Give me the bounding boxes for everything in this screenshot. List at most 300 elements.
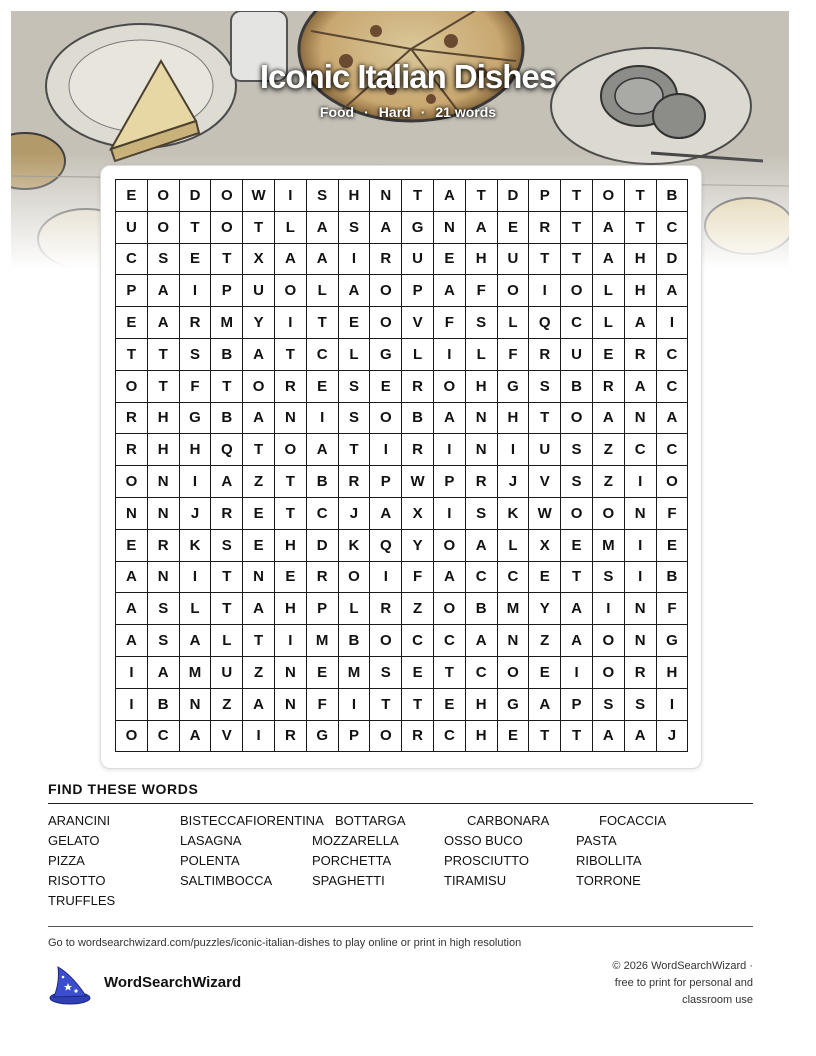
grid-cell[interactable]: O (243, 370, 275, 402)
grid-cell[interactable]: A (433, 275, 465, 307)
grid-cell[interactable]: R (370, 593, 402, 625)
grid-cell[interactable]: O (370, 307, 402, 339)
grid-cell[interactable]: A (624, 307, 656, 339)
grid-cell[interactable]: L (179, 593, 211, 625)
grid-cell[interactable]: O (561, 497, 593, 529)
grid-cell[interactable]: A (116, 625, 148, 657)
grid-cell[interactable]: E (116, 307, 148, 339)
grid-cell[interactable]: C (656, 434, 688, 466)
grid-cell[interactable]: T (211, 593, 243, 625)
grid-cell[interactable]: S (306, 180, 338, 212)
grid-cell[interactable]: O (116, 370, 148, 402)
grid-cell[interactable]: S (338, 211, 370, 243)
grid-cell[interactable]: N (465, 434, 497, 466)
grid-cell[interactable]: Z (402, 593, 434, 625)
grid-cell[interactable]: Q (370, 529, 402, 561)
grid-cell[interactable]: A (306, 434, 338, 466)
grid-cell[interactable]: A (116, 561, 148, 593)
grid-cell[interactable]: A (243, 593, 275, 625)
grid-cell[interactable]: S (147, 625, 179, 657)
grid-cell[interactable]: M (497, 593, 529, 625)
grid-cell[interactable]: I (433, 338, 465, 370)
grid-cell[interactable]: G (179, 402, 211, 434)
grid-cell[interactable]: X (529, 529, 561, 561)
grid-cell[interactable]: A (592, 243, 624, 275)
grid-cell[interactable]: T (338, 434, 370, 466)
grid-cell[interactable]: O (116, 720, 148, 752)
grid-cell[interactable]: H (465, 720, 497, 752)
grid-cell[interactable]: Z (592, 434, 624, 466)
grid-cell[interactable]: O (433, 593, 465, 625)
grid-cell[interactable]: D (306, 529, 338, 561)
grid-cell[interactable]: A (529, 688, 561, 720)
grid-cell[interactable]: T (211, 243, 243, 275)
grid-cell[interactable]: O (561, 402, 593, 434)
grid-cell[interactable]: R (179, 307, 211, 339)
grid-cell[interactable]: A (306, 243, 338, 275)
grid-cell[interactable]: E (656, 529, 688, 561)
grid-cell[interactable]: R (624, 338, 656, 370)
grid-cell[interactable]: I (116, 656, 148, 688)
grid-cell[interactable]: T (243, 434, 275, 466)
grid-cell[interactable]: O (338, 561, 370, 593)
grid-cell[interactable]: B (211, 338, 243, 370)
grid-cell[interactable]: J (338, 497, 370, 529)
grid-cell[interactable]: A (116, 593, 148, 625)
grid-cell[interactable]: A (338, 275, 370, 307)
grid-cell[interactable]: L (274, 211, 306, 243)
grid-cell[interactable]: A (147, 307, 179, 339)
grid-cell[interactable]: I (433, 434, 465, 466)
grid-cell[interactable]: V (529, 466, 561, 498)
grid-cell[interactable]: U (529, 434, 561, 466)
grid-cell[interactable]: N (116, 497, 148, 529)
grid-cell[interactable]: M (338, 656, 370, 688)
grid-cell[interactable]: E (338, 307, 370, 339)
grid-cell[interactable]: A (147, 275, 179, 307)
grid-cell[interactable]: O (211, 211, 243, 243)
grid-cell[interactable]: C (561, 307, 593, 339)
grid-cell[interactable]: F (433, 307, 465, 339)
grid-cell[interactable]: A (243, 402, 275, 434)
grid-cell[interactable]: S (624, 688, 656, 720)
grid-cell[interactable]: N (274, 402, 306, 434)
grid-cell[interactable]: O (592, 497, 624, 529)
grid-cell[interactable]: F (179, 370, 211, 402)
grid-cell[interactable]: B (465, 593, 497, 625)
grid-cell[interactable]: V (211, 720, 243, 752)
grid-cell[interactable]: U (402, 243, 434, 275)
grid-cell[interactable]: A (561, 593, 593, 625)
grid-cell[interactable]: H (179, 434, 211, 466)
grid-cell[interactable]: U (243, 275, 275, 307)
grid-cell[interactable]: I (497, 434, 529, 466)
grid-cell[interactable]: E (179, 243, 211, 275)
grid-cell[interactable]: R (147, 529, 179, 561)
grid-cell[interactable]: O (274, 275, 306, 307)
grid-cell[interactable]: O (147, 180, 179, 212)
grid-cell[interactable]: A (274, 243, 306, 275)
grid-cell[interactable]: A (179, 625, 211, 657)
grid-cell[interactable]: A (433, 561, 465, 593)
grid-cell[interactable]: L (338, 338, 370, 370)
grid-cell[interactable]: E (497, 211, 529, 243)
grid-cell[interactable]: O (116, 466, 148, 498)
grid-cell[interactable]: H (274, 593, 306, 625)
grid-cell[interactable]: N (147, 561, 179, 593)
grid-cell[interactable]: T (624, 211, 656, 243)
grid-cell[interactable]: I (624, 561, 656, 593)
grid-cell[interactable]: U (561, 338, 593, 370)
grid-cell[interactable]: I (370, 434, 402, 466)
grid-cell[interactable]: C (465, 656, 497, 688)
grid-cell[interactable]: B (656, 561, 688, 593)
grid-cell[interactable]: M (179, 656, 211, 688)
grid-cell[interactable]: T (402, 180, 434, 212)
grid-cell[interactable]: P (306, 593, 338, 625)
grid-cell[interactable]: I (529, 275, 561, 307)
grid-cell[interactable]: R (370, 243, 402, 275)
grid-cell[interactable]: O (433, 370, 465, 402)
grid-cell[interactable]: R (402, 370, 434, 402)
grid-cell[interactable]: T (624, 180, 656, 212)
grid-cell[interactable]: Y (529, 593, 561, 625)
grid-cell[interactable]: J (179, 497, 211, 529)
grid-cell[interactable]: T (529, 720, 561, 752)
grid-cell[interactable]: N (147, 466, 179, 498)
grid-cell[interactable]: E (402, 656, 434, 688)
grid-cell[interactable]: N (243, 561, 275, 593)
grid-cell[interactable]: T (211, 370, 243, 402)
grid-cell[interactable]: A (243, 338, 275, 370)
grid-cell[interactable]: T (561, 561, 593, 593)
grid-cell[interactable]: L (338, 593, 370, 625)
grid-cell[interactable]: L (306, 275, 338, 307)
grid-cell[interactable]: R (592, 370, 624, 402)
grid-cell[interactable]: T (561, 243, 593, 275)
grid-cell[interactable]: D (497, 180, 529, 212)
grid-cell[interactable]: T (465, 180, 497, 212)
grid-cell[interactable]: L (497, 529, 529, 561)
grid-cell[interactable]: K (179, 529, 211, 561)
grid-cell[interactable]: L (592, 307, 624, 339)
grid-cell[interactable]: E (274, 561, 306, 593)
grid-cell[interactable]: H (497, 402, 529, 434)
grid-cell[interactable]: H (465, 370, 497, 402)
grid-cell[interactable]: E (116, 529, 148, 561)
grid-cell[interactable]: Z (211, 688, 243, 720)
grid-cell[interactable]: R (529, 338, 561, 370)
grid-cell[interactable]: E (529, 561, 561, 593)
grid-cell[interactable]: C (497, 561, 529, 593)
grid-cell[interactable]: A (370, 211, 402, 243)
grid-cell[interactable]: O (497, 656, 529, 688)
grid-cell[interactable]: T (147, 338, 179, 370)
grid-cell[interactable]: P (370, 466, 402, 498)
grid-cell[interactable]: I (274, 180, 306, 212)
grid-cell[interactable]: T (211, 561, 243, 593)
grid-cell[interactable]: A (306, 211, 338, 243)
grid-cell[interactable]: C (433, 625, 465, 657)
grid-cell[interactable]: A (656, 275, 688, 307)
grid-cell[interactable]: E (243, 497, 275, 529)
grid-cell[interactable]: R (529, 211, 561, 243)
grid-cell[interactable]: Y (243, 307, 275, 339)
grid-cell[interactable]: S (370, 656, 402, 688)
grid-cell[interactable]: I (179, 561, 211, 593)
grid-cell[interactable]: M (592, 529, 624, 561)
grid-cell[interactable]: S (592, 688, 624, 720)
grid-cell[interactable]: A (561, 625, 593, 657)
grid-cell[interactable]: J (497, 466, 529, 498)
grid-cell[interactable]: P (433, 466, 465, 498)
grid-cell[interactable]: O (211, 180, 243, 212)
grid-cell[interactable]: F (656, 497, 688, 529)
grid-cell[interactable]: T (274, 466, 306, 498)
grid-cell[interactable]: H (338, 180, 370, 212)
grid-cell[interactable]: W (529, 497, 561, 529)
grid-cell[interactable]: R (116, 402, 148, 434)
grid-cell[interactable]: S (147, 593, 179, 625)
grid-cell[interactable]: E (243, 529, 275, 561)
grid-cell[interactable]: O (592, 180, 624, 212)
grid-cell[interactable]: P (402, 275, 434, 307)
grid-cell[interactable]: I (433, 497, 465, 529)
grid-cell[interactable]: H (624, 243, 656, 275)
grid-cell[interactable]: Q (211, 434, 243, 466)
grid-cell[interactable]: T (243, 625, 275, 657)
grid-cell[interactable]: T (402, 688, 434, 720)
grid-cell[interactable]: R (211, 497, 243, 529)
grid-cell[interactable]: N (624, 625, 656, 657)
grid-cell[interactable]: R (338, 466, 370, 498)
grid-cell[interactable]: O (497, 275, 529, 307)
grid-cell[interactable]: A (243, 688, 275, 720)
grid-cell[interactable]: R (465, 466, 497, 498)
grid-cell[interactable]: I (656, 307, 688, 339)
grid-cell[interactable]: T (561, 720, 593, 752)
grid-cell[interactable]: L (592, 275, 624, 307)
grid-cell[interactable]: I (338, 243, 370, 275)
grid-cell[interactable]: I (243, 720, 275, 752)
grid-cell[interactable]: G (306, 720, 338, 752)
grid-cell[interactable]: L (402, 338, 434, 370)
grid-cell[interactable]: H (465, 243, 497, 275)
grid-cell[interactable]: N (497, 625, 529, 657)
grid-cell[interactable]: N (147, 497, 179, 529)
grid-cell[interactable]: H (465, 688, 497, 720)
grid-cell[interactable]: G (497, 370, 529, 402)
grid-cell[interactable]: R (274, 370, 306, 402)
grid-cell[interactable]: O (274, 434, 306, 466)
grid-cell[interactable]: E (497, 720, 529, 752)
grid-cell[interactable]: U (211, 656, 243, 688)
grid-cell[interactable]: I (592, 593, 624, 625)
grid-cell[interactable]: N (274, 656, 306, 688)
grid-cell[interactable]: G (497, 688, 529, 720)
grid-cell[interactable]: B (656, 180, 688, 212)
grid-cell[interactable]: L (497, 307, 529, 339)
grid-cell[interactable]: F (656, 593, 688, 625)
grid-cell[interactable]: S (465, 307, 497, 339)
grid-cell[interactable]: S (561, 434, 593, 466)
grid-cell[interactable]: S (211, 529, 243, 561)
grid-cell[interactable]: A (465, 211, 497, 243)
grid-cell[interactable]: P (529, 180, 561, 212)
grid-cell[interactable]: A (624, 720, 656, 752)
grid-cell[interactable]: X (243, 243, 275, 275)
grid-cell[interactable]: O (656, 466, 688, 498)
grid-cell[interactable]: F (306, 688, 338, 720)
grid-cell[interactable]: Q (529, 307, 561, 339)
grid-cell[interactable]: H (656, 656, 688, 688)
grid-cell[interactable]: F (402, 561, 434, 593)
grid-cell[interactable]: B (338, 625, 370, 657)
grid-cell[interactable]: A (624, 370, 656, 402)
grid-cell[interactable]: I (274, 307, 306, 339)
grid-cell[interactable]: Z (243, 466, 275, 498)
grid-cell[interactable]: R (402, 720, 434, 752)
grid-cell[interactable]: E (116, 180, 148, 212)
grid-cell[interactable]: N (624, 593, 656, 625)
grid-cell[interactable]: S (179, 338, 211, 370)
grid-cell[interactable]: C (433, 720, 465, 752)
grid-cell[interactable]: O (592, 656, 624, 688)
grid-cell[interactable]: I (624, 466, 656, 498)
grid-cell[interactable]: C (624, 434, 656, 466)
grid-cell[interactable]: A (179, 720, 211, 752)
grid-cell[interactable]: T (529, 243, 561, 275)
grid-cell[interactable]: M (211, 307, 243, 339)
grid-cell[interactable]: C (116, 243, 148, 275)
grid-cell[interactable]: T (274, 497, 306, 529)
grid-cell[interactable]: C (656, 338, 688, 370)
grid-cell[interactable]: H (624, 275, 656, 307)
grid-cell[interactable]: C (402, 625, 434, 657)
grid-cell[interactable]: P (116, 275, 148, 307)
grid-cell[interactable]: S (465, 497, 497, 529)
grid-cell[interactable]: I (561, 656, 593, 688)
grid-cell[interactable]: N (179, 688, 211, 720)
grid-cell[interactable]: A (592, 402, 624, 434)
grid-cell[interactable]: D (656, 243, 688, 275)
grid-cell[interactable]: S (147, 243, 179, 275)
grid-cell[interactable]: R (402, 434, 434, 466)
grid-cell[interactable]: B (211, 402, 243, 434)
grid-cell[interactable]: T (274, 338, 306, 370)
grid-cell[interactable]: N (624, 497, 656, 529)
grid-cell[interactable]: D (179, 180, 211, 212)
grid-cell[interactable]: O (592, 625, 624, 657)
grid-cell[interactable]: N (274, 688, 306, 720)
grid-cell[interactable]: M (306, 625, 338, 657)
grid-cell[interactable]: T (116, 338, 148, 370)
grid-cell[interactable]: O (561, 275, 593, 307)
grid-cell[interactable]: G (656, 625, 688, 657)
grid-cell[interactable]: W (402, 466, 434, 498)
grid-cell[interactable]: T (370, 688, 402, 720)
grid-cell[interactable]: Z (592, 466, 624, 498)
grid-cell[interactable]: A (370, 497, 402, 529)
grid-cell[interactable]: E (592, 338, 624, 370)
grid-cell[interactable]: A (592, 211, 624, 243)
grid-cell[interactable]: A (465, 625, 497, 657)
grid-cell[interactable]: P (561, 688, 593, 720)
grid-cell[interactable]: I (179, 275, 211, 307)
grid-cell[interactable]: Z (529, 625, 561, 657)
grid-cell[interactable]: N (370, 180, 402, 212)
grid-cell[interactable]: T (243, 211, 275, 243)
grid-cell[interactable]: K (497, 497, 529, 529)
grid-cell[interactable]: Z (243, 656, 275, 688)
grid-cell[interactable]: H (147, 402, 179, 434)
grid-cell[interactable]: B (402, 402, 434, 434)
grid-cell[interactable]: A (147, 656, 179, 688)
grid-cell[interactable]: S (561, 466, 593, 498)
grid-cell[interactable]: T (561, 211, 593, 243)
grid-cell[interactable]: T (179, 211, 211, 243)
grid-cell[interactable]: C (656, 370, 688, 402)
grid-cell[interactable]: K (338, 529, 370, 561)
grid-cell[interactable]: I (624, 529, 656, 561)
grid-cell[interactable]: I (179, 466, 211, 498)
grid-cell[interactable]: E (306, 656, 338, 688)
grid-cell[interactable]: I (338, 688, 370, 720)
grid-cell[interactable]: O (370, 275, 402, 307)
grid-cell[interactable]: N (465, 402, 497, 434)
grid-cell[interactable]: H (147, 434, 179, 466)
grid-cell[interactable]: I (656, 688, 688, 720)
grid-cell[interactable]: F (497, 338, 529, 370)
grid-cell[interactable]: C (306, 338, 338, 370)
grid-cell[interactable]: C (465, 561, 497, 593)
grid-cell[interactable]: C (147, 720, 179, 752)
grid-cell[interactable]: E (306, 370, 338, 402)
grid-cell[interactable]: F (465, 275, 497, 307)
grid-cell[interactable]: O (370, 402, 402, 434)
grid-cell[interactable]: W (243, 180, 275, 212)
grid-cell[interactable]: P (211, 275, 243, 307)
grid-cell[interactable]: A (433, 180, 465, 212)
grid-cell[interactable]: I (274, 625, 306, 657)
grid-cell[interactable]: P (338, 720, 370, 752)
grid-cell[interactable]: O (433, 529, 465, 561)
grid-cell[interactable]: X (402, 497, 434, 529)
grid-cell[interactable]: O (147, 211, 179, 243)
grid-cell[interactable]: C (656, 211, 688, 243)
grid-cell[interactable]: N (624, 402, 656, 434)
grid-cell[interactable]: A (592, 720, 624, 752)
grid-cell[interactable]: A (465, 529, 497, 561)
grid-cell[interactable]: N (433, 211, 465, 243)
grid-cell[interactable]: A (211, 466, 243, 498)
grid-cell[interactable]: U (116, 211, 148, 243)
grid-cell[interactable]: E (529, 656, 561, 688)
grid-cell[interactable]: E (561, 529, 593, 561)
grid-cell[interactable]: Y (402, 529, 434, 561)
grid-cell[interactable]: U (497, 243, 529, 275)
grid-cell[interactable]: T (306, 307, 338, 339)
grid-cell[interactable]: J (656, 720, 688, 752)
grid-cell[interactable]: C (306, 497, 338, 529)
grid-cell[interactable]: A (433, 402, 465, 434)
grid-cell[interactable]: I (370, 561, 402, 593)
grid-cell[interactable]: G (370, 338, 402, 370)
grid-cell[interactable]: R (624, 656, 656, 688)
grid-cell[interactable]: B (147, 688, 179, 720)
grid-cell[interactable]: E (433, 243, 465, 275)
grid-cell[interactable]: V (402, 307, 434, 339)
